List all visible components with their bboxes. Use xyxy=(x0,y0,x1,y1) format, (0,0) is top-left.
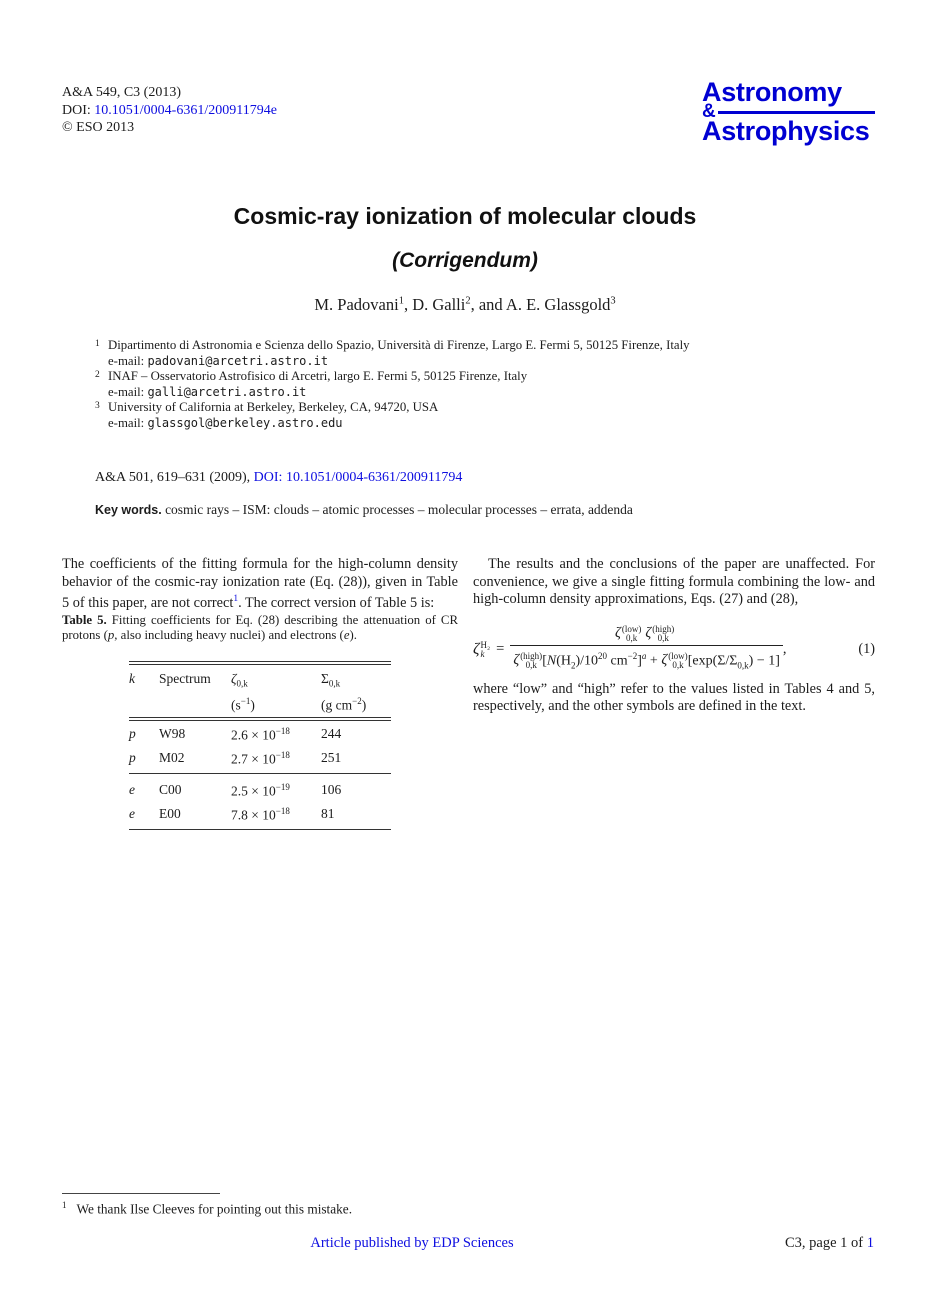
keywords-label: Key words. xyxy=(95,503,162,517)
footnote-ref-link[interactable]: 1 xyxy=(233,594,239,605)
affiliation-2-email: galli@arcetri.astro.it xyxy=(147,384,307,399)
affiliation-item-2 xyxy=(95,369,795,400)
reference-doi-link[interactable]: DOI: 10.1051/0004-6361/200911794 xyxy=(253,470,463,485)
author-1-affiliation-marker: 1 xyxy=(398,295,404,307)
header-zeta: $\zeta_{0,k}$ $(s^{-1})$ xyxy=(231,663,321,719)
journal-reference: A&A 549, C3 (2013) xyxy=(62,85,181,100)
affiliation-1-email-line: e-mail: padovani@arcetri.astro.it xyxy=(108,353,329,368)
coefficients-table xyxy=(129,661,391,831)
bibliographic-header xyxy=(62,84,277,137)
author-1: M. Padovani$^1$, xyxy=(314,295,413,314)
table-row-e-e00: e E00 $7.8 \times 10^{-18}$ 81 xyxy=(129,805,335,823)
logo-astrophysics: Astrophysics xyxy=(702,116,870,146)
doi-line xyxy=(62,102,277,120)
table-caption-label: Table 5. xyxy=(62,612,107,627)
table-caption: Table 5. Fitting coefficients for Eq. (28) describing the attenuation of CR protons (p, also including heavy nuclei) and electrons (e). xyxy=(62,612,458,643)
affiliation-3-email-line: e-mail: glassgol@berkeley.astro.edu xyxy=(108,415,343,430)
doi-label: DOI: xyxy=(62,102,95,118)
header-spectrum: Spectrum xyxy=(159,663,231,719)
footnote-rule xyxy=(62,1193,220,1194)
affiliation-3-number: 3 xyxy=(95,401,100,411)
author-2: D. Galli$^2$, and xyxy=(412,295,506,314)
affiliation-1-text: Dipartimento di Astronomia e Scienza dello Spazio, Università di Firenze, Largo E. Fermi 5, 50125 Firenze, Italy xyxy=(108,338,690,352)
equation-numerator: ζ (low) 0,k ζ (high) 0,k xyxy=(614,623,675,643)
copyright-line: © ESO 2013 xyxy=(62,120,135,135)
table-header-row xyxy=(129,663,391,719)
explanation-paragraph: where “low” and “high” refer to the values listed in Tables 4 and 5, respectively, and the other symbols are defined in the text. xyxy=(473,680,875,715)
affiliation-item-3 xyxy=(95,400,795,431)
author-3: A. E. Glassgold$^3$ xyxy=(505,295,616,314)
affiliation-2-text: INAF – Osservatorio Astrofisico di Arcetri, largo E. Fermi 5, 50125 Firenze, Italy xyxy=(108,369,528,383)
footnote-text-line xyxy=(62,1200,582,1217)
affiliation-1-number: 1 xyxy=(95,339,100,349)
footnote-marker: 1 xyxy=(62,1200,67,1210)
logo-astronomy: Astronomy xyxy=(702,77,842,107)
page-number: C3, page 1 of 1 xyxy=(785,1235,874,1251)
affiliation-item-1 xyxy=(95,338,795,369)
equation-denominator: ζ (high) 0,k [$N(H_2)/10^{20}$ $cm^{-2}]^a$ + ζ (low) 0,k $[\exp(\Sigma/\Sigma_{0,k}) - 1]$ xyxy=(510,645,783,675)
equation-number: (1) xyxy=(858,640,875,657)
page-number-link[interactable]: 1 xyxy=(866,1235,874,1251)
journal-logo xyxy=(702,79,875,144)
authors-line xyxy=(0,295,930,315)
affiliations-list xyxy=(95,338,795,431)
author-2-affiliation-marker: 2 xyxy=(465,295,471,307)
results-paragraph: The results and the conclusions of the paper are unaffected. For convenience, we give a single fitting formula combining the low- and high-column density approximations, Eqs. (27) and (28), xyxy=(473,556,875,608)
equation-lhs: ζ H₂ k xyxy=(473,639,491,659)
keywords-text: cosmic rays – ISM: clouds – atomic processes – molecular processes – errata, addenda xyxy=(161,502,633,517)
header-sigma: $\Sigma_{0,k}$ (g $cm^{-2}$) xyxy=(321,663,391,719)
intro-paragraph: The coefficients of the fitting formula for the high-column density behavior of the cosmic-ray ionization rate (Eq. (28)), given in Table 5 of this paper, are not correct$^1$. The correct version of Table 5 is: xyxy=(62,556,458,611)
affiliation-2-number: 2 xyxy=(95,370,100,380)
affiliation-2-email-line: e-mail: galli@arcetri.astro.it xyxy=(108,384,307,399)
body-left-column xyxy=(62,556,458,830)
paper-subtitle: (Corrigendum) xyxy=(392,249,538,272)
author-3-affiliation-marker: 3 xyxy=(610,295,616,307)
footnote-block xyxy=(62,1193,582,1217)
original-article-reference: A&A 501, 619–631 (2009), DOI: 10.1051/0004-6361/200911794 xyxy=(95,470,463,485)
affiliation-1-email: padovani@arcetri.astro.it xyxy=(147,353,329,368)
affiliation-3-email: glassgol@berkeley.astro.edu xyxy=(147,415,343,430)
footnote-text: We thank Ilse Cleeves for pointing out this mistake. xyxy=(76,1201,353,1217)
keywords-line xyxy=(95,502,805,518)
paper-title: Cosmic-ray ionization of molecular clouds xyxy=(233,203,697,229)
table-row-p-w98: p W98 $2.6 \times 10^{-18}$ 244 xyxy=(129,725,342,743)
equation-1 xyxy=(473,619,875,681)
body-right-column xyxy=(473,556,875,716)
header-k: k xyxy=(129,663,159,719)
table-row-e-c00: e C00 $2.5 \times 10^{-19}$ 106 xyxy=(129,774,391,802)
equation-fraction xyxy=(510,625,783,675)
logo-ampersand: & xyxy=(702,101,716,122)
edp-sciences-link[interactable]: Article published by EDP Sciences xyxy=(310,1235,514,1251)
table-row-p-m02: p M02 $2.7 \times 10^{-18}$ 251 xyxy=(129,749,342,767)
doi-link[interactable]: 10.1051/0004-6361/200911794e xyxy=(94,102,277,118)
equation-body: ζ H₂ k = ζ (low) 0,k ζ (high) 0,k ζ (high) 0,k [$N(H_2)/10^{20}$ $cm^{-2}]^a$ + ζ (low) 0,k $[\exp(\Sigma/\Sigma_{0,k}) - 1]$ , xyxy=(473,625,787,675)
logo-rule xyxy=(718,111,875,114)
affiliation-3-text: University of California at Berkeley, Berkeley, CA, 94720, USA xyxy=(108,400,439,414)
